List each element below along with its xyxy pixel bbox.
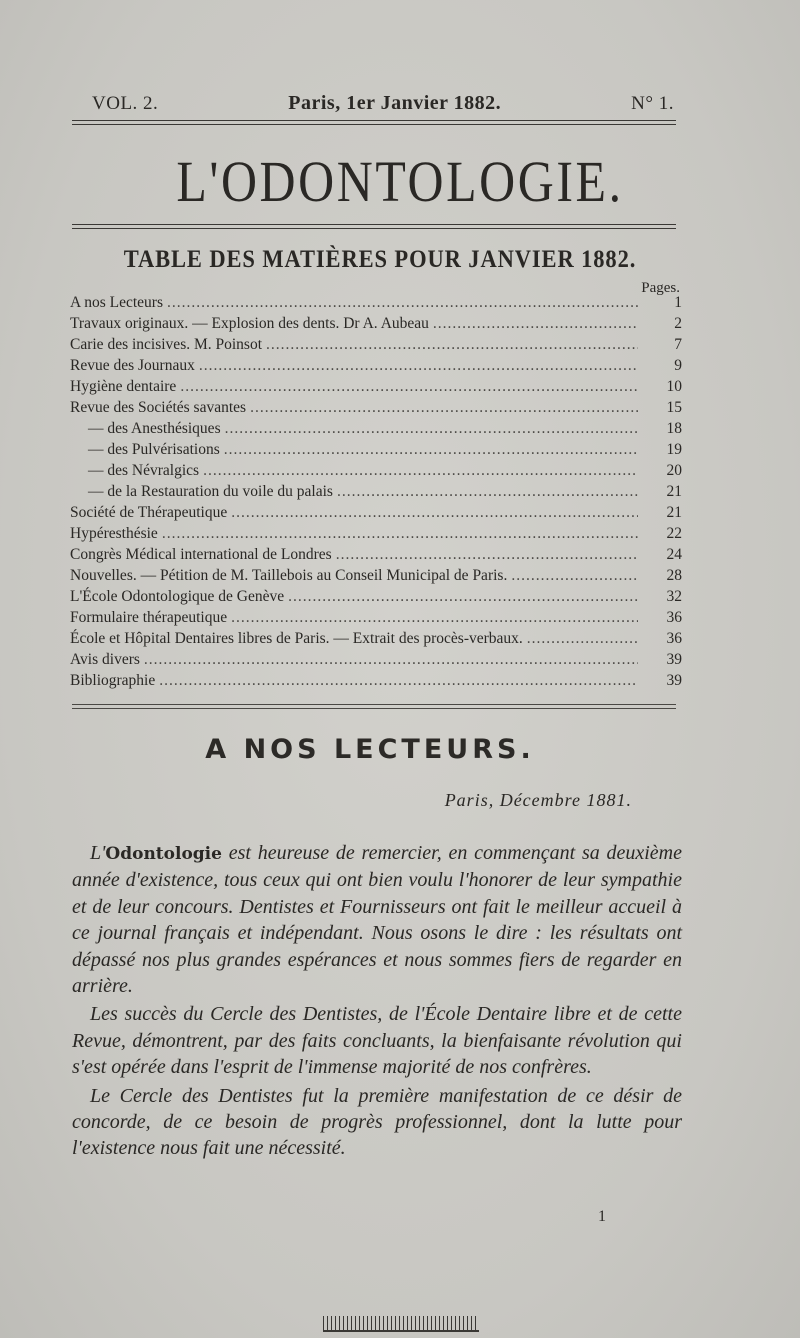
- toc-entry-title: Hygiène dentaire: [70, 378, 177, 395]
- toc-entry: [70, 523, 682, 544]
- toc-entry: [70, 607, 682, 628]
- toc-entry: [70, 481, 682, 502]
- scan-scale-ruler: [323, 1316, 479, 1332]
- toc-entry-title: — des Névralgics: [88, 462, 200, 479]
- toc-leader-dots: [511, 565, 638, 586]
- toc-entry-page: 9: [674, 357, 682, 374]
- toc-entry-title: Carie des incisives. M. Poinsot: [70, 336, 263, 353]
- toc-leader-dots: [250, 397, 638, 418]
- toc-entry-page: 18: [666, 420, 682, 437]
- toc-entry: [70, 670, 682, 691]
- toc-pages-header: Pages.: [641, 280, 680, 296]
- toc-entry-title: Revue des Sociétés savantes: [70, 399, 247, 416]
- toc-entry: [70, 502, 682, 523]
- toc-entry-page: 19: [666, 441, 682, 458]
- toc-entry: [70, 355, 682, 376]
- toc-entry: [70, 334, 682, 355]
- toc-leader-dots: [266, 334, 638, 355]
- toc-entry-title: École et Hôpital Dentaires libres de Paris. — Extrait des procès-verbaux.: [70, 630, 523, 647]
- toc-entry-title: — de la Restauration du voile du palais: [88, 483, 333, 500]
- toc-entry: [70, 586, 682, 607]
- toc-entry-title: Congrès Médical international de Londres: [70, 546, 332, 563]
- toc-entry-title: Avis divers: [70, 651, 140, 668]
- toc-entry-title: L'École Odontologique de Genève: [70, 588, 285, 605]
- masthead-rule-thin: [72, 124, 676, 125]
- toc-entry-title: Revue des Journaux: [70, 357, 195, 374]
- toc-entry-title: Société de Thérapeutique: [70, 504, 228, 521]
- table-of-contents: [70, 292, 682, 691]
- toc-entry: [70, 544, 682, 565]
- toc-entry: [70, 439, 682, 460]
- toc-leader-dots: [231, 502, 638, 523]
- volume-label: VOL. 2.: [92, 93, 159, 114]
- toc-leader-dots: [159, 670, 638, 691]
- masthead-rule: [72, 120, 676, 121]
- title-rule-thin: [72, 228, 676, 229]
- toc-entry: [70, 313, 682, 334]
- toc-leader-dots: [337, 481, 638, 502]
- toc-entry-title: Travaux originaux. — Explosion des dents. Dr A. Aubeau: [70, 315, 429, 332]
- toc-entry-page: 24: [666, 546, 682, 563]
- paragraph-text: est heureuse de remercier, en commençant sa deuxième année d'existence, tous ceux qui ont bien voulu l'honorer de leur sympathie et de leur concours. Dentistes et Fournisseurs ont fait le meilleur accueil à ce journal français et indépendant. Nous osons le dire : les résultats ont dépassé nos plus grandes espérances et nous sommes fiers de regarder en arrière.: [72, 842, 682, 998]
- toc-separator: [72, 704, 676, 709]
- toc-leader-dots: [225, 418, 638, 439]
- title-rule: [72, 224, 676, 225]
- journal-title: L'ODONTOLOGIE.: [176, 149, 624, 214]
- toc-entry-page: 21: [666, 504, 682, 521]
- toc-leader-dots: [433, 313, 638, 334]
- toc-entry: [70, 376, 682, 397]
- toc-entry: [70, 460, 682, 481]
- toc-entry-page: 20: [666, 462, 682, 479]
- toc-entry: [70, 628, 682, 649]
- toc-entry-page: 10: [666, 378, 682, 395]
- toc-entry-page: 15: [666, 399, 682, 416]
- toc-entry: [70, 397, 682, 418]
- toc-entry-title: — des Pulvérisations: [88, 441, 220, 458]
- toc-entry-title: — des Anesthésiques: [88, 420, 221, 437]
- toc-entry: [70, 292, 682, 313]
- toc-entry-page: 21: [666, 483, 682, 500]
- toc-entry: [70, 418, 682, 439]
- toc-entry: [70, 565, 682, 586]
- toc-leader-dots: [527, 628, 638, 649]
- toc-leader-dots: [203, 460, 638, 481]
- article-dateline: Paris, Décembre 1881.: [444, 790, 632, 810]
- journal-name-bold: Odontologie: [105, 844, 222, 864]
- toc-entry-page: 32: [666, 588, 682, 605]
- article-paragraph-2: Les succès du Cercle des Dentistes, de l'École Dentaire libre et de cette Revue, démontrent, par des faits concluants, la bienfaisante révolution qui s'est opérée dans l'esprit de l'immense majorité de nos confrères.: [72, 1003, 682, 1079]
- toc-entry-page: 28: [666, 567, 682, 584]
- toc-entry-title: Formulaire thérapeutique: [70, 609, 228, 626]
- toc-entry-page: 22: [666, 525, 682, 542]
- toc-leader-dots: [288, 586, 638, 607]
- article-title: A NOS LECTEURS.: [205, 734, 535, 765]
- toc-entry-page: 7: [674, 336, 682, 353]
- article-paragraph-1: [72, 840, 682, 999]
- toc-entry-page: 2: [674, 315, 682, 332]
- toc-entry-page: 39: [666, 672, 682, 689]
- article-body: [72, 840, 682, 1162]
- masthead: [92, 92, 674, 115]
- toc-entry-page: 1: [674, 294, 682, 311]
- toc-entry-page: 36: [666, 609, 682, 626]
- toc-entry-title: Hypéresthésie: [70, 525, 158, 542]
- toc-leader-dots: [144, 649, 638, 670]
- toc-leader-dots: [199, 355, 638, 376]
- toc-title: TABLE DES MATIÈRES POUR JANVIER 1882.: [123, 246, 637, 273]
- issue-date: Paris, 1er Janvier 1882.: [288, 92, 502, 114]
- paragraph-lead: L': [90, 842, 106, 864]
- page-number: 1: [598, 1208, 606, 1225]
- toc-leader-dots: [231, 607, 638, 628]
- article-paragraph-3: Le Cercle des Dentistes fut la première manifestation de ce désir de concorde, de ce besoin de progrès professionnel, dont la lutte pour l'existence nous fait une nécessité.: [72, 1084, 682, 1160]
- toc-leader-dots: [180, 376, 638, 397]
- toc-leader-dots: [162, 523, 638, 544]
- toc-entry-title: A nos Lecteurs: [70, 294, 163, 311]
- toc-leader-dots: [167, 292, 638, 313]
- toc-entry-title: Nouvelles. — Pétition de M. Taillebois au Conseil Municipal de Paris.: [70, 567, 508, 584]
- toc-entry-page: 36: [666, 630, 682, 647]
- toc-entry-title: Bibliographie: [70, 672, 156, 689]
- toc-entry-page: 39: [666, 651, 682, 668]
- toc-leader-dots: [224, 439, 638, 460]
- toc-leader-dots: [336, 544, 638, 565]
- issue-number: N° 1.: [631, 93, 674, 114]
- toc-entry: [70, 649, 682, 670]
